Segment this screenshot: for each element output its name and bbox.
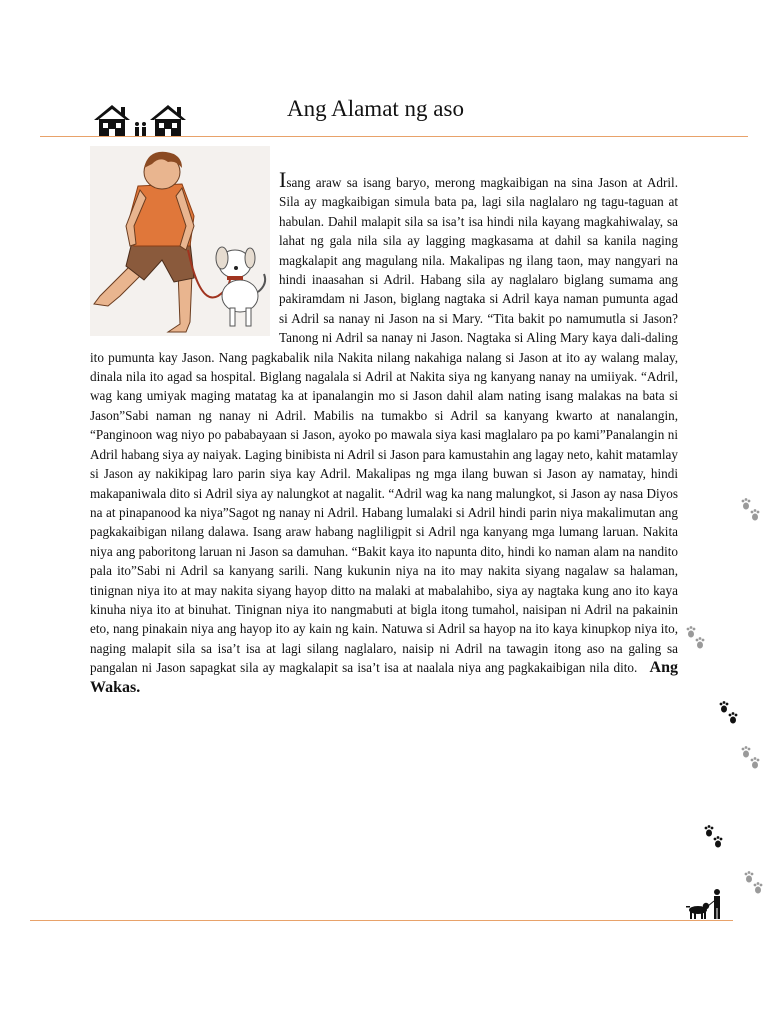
header-rule: [40, 136, 748, 137]
house-person-house-icon: [92, 103, 190, 144]
paw-print-icon: [740, 745, 762, 771]
paw-print-icon: [685, 625, 707, 651]
paw-print-icon: [743, 870, 765, 896]
story-paragraph: sang araw sa isang baryo, merong magkaibigan na sina Jason at Adril. Sila ay magkaibigan simula bata pa, lagi sila naglalaro ng tagu-taguan at habulan. Dahil malapit sila sa isa’t isa hindi nila kayang magkahiwalay, sa lahat ng gala nila sila ay lagging magkasama at dahil sa kanila naging magkalapit ang magulang nila. Makalipas ng ilang taon, may nangyari na hindi inaasahan si Adril. Habang sila ay naglalaro biglang sumama ang pakiramdam ni Jason, biglang nagtaka si Adril kaya naman pumunta agad si Adril sa nanay ni Jason na si Mary. “Tita bakit po namumutla si Jason? Tanong ni Adril sa nanay ni Jason. Nagtaka si Aling Mary kaya dali-daling ito pumunta kay Jason. Nang pagkabalik nila Nakita nilang nakahiga nalang si Jason at ito ay walang malay, dinala nila ito agad sa hospital. Biglang nagalala si Adril at Nakita siya ng kanyang nanay na umiiyak. “Adril, wag kang umiyak maging matatag ka at ipanalangin mo si Jason dahil alam nating isang malakas na bata si Jason”Sabi naman ng nanay ni Adril. Mabilis na tumakbo si Adril sa kanyang kwarto at nanalangin, “Panginoon wag niyo po pababayaan si Jason, ayoko po mawala siya kasi maglalaro pa po kami”Panalangin ni Adril habang siya ay naiyak. Laging binibista ni Adril si Jason para kamustahin ang lagay neto, kahit matamlay si Jason ay nakikipag laro parin siya kay Adril. Makalipas ng mga ilang buwan si Jason ay namatay, hindi makapaniwala dito si Adril siya ay nalungkot at nagalit. “Adril wag ka nang malungkot, si Jason ay nasa Diyos na at pinapanood ka niya”Sagot ng nanay ni Adril. Habang lumalaki si Adril hindi parin niya makalimutan ang pagkakaibigan nilang dalawa. Isang araw habang nagliligpit si Adril nga kanyang mga lumang laruan. Nakita niya ang paboritong laruan ni Jason sa damuhan. “Bakit kaya ito napunta dito, hindi ko naman alam na nandito pala ito”Sabi ni Adril sa kanyang sarili. Nang kukunin niya na ito may nakita siyang nagalaw sa halaman, tinignan niya ito at may nakita siyang hayop ditto na malaki at mabalahibo, siya ay nagtaka kung ano ito kaya kinuha niya ito at binuhat. Tinignan niya ito nangmabuti at bigla itong tumahol, naisipan ni Adril na pakainin eto, nang pinakain niya ang hayop ito ay kain ng kain. Natuwa si Adril sa hayop na ito kaya kinupkop niya ito, naging malapit sila sa isa’t isa at lagi silang naglalaro, naisip ni Adril na tawagin itong aso na galing sa pangalan ni Jason sapagkat sila ay magkalapit sa isa’t isa at naalala niya ang pagkakaibigan nila dito.: [90, 175, 678, 676]
paw-print-icon: [740, 497, 762, 523]
illustration-spacer: [90, 173, 279, 341]
drop-cap: I: [279, 167, 287, 192]
footer-rule: [30, 920, 733, 921]
paw-print-icon: [703, 824, 725, 850]
story-text: [90, 167, 678, 697]
ending-label: Ang Wakas.: [90, 659, 678, 696]
paw-print-icon: [718, 700, 740, 726]
page-title: Ang Alamat ng aso: [287, 96, 464, 121]
